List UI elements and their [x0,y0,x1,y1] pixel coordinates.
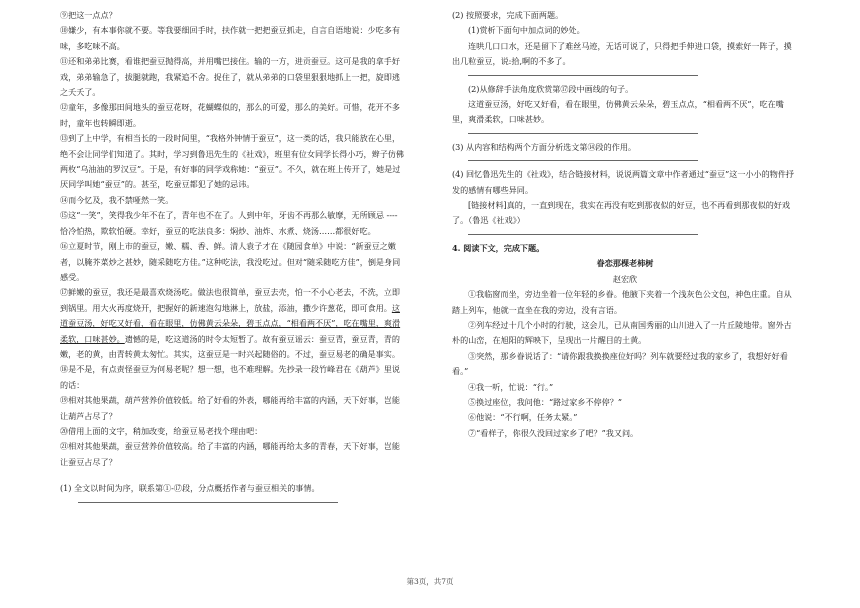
article-title: 眷恋那棵老柿树 [596,258,654,269]
page-footer: 第3页，共7页 [406,577,454,586]
article-paragraph-7: ⑦“看样子，你很久没回过家乡了吧？”我又问。 [468,427,639,438]
question-2-part-2-text: 这道蚕豆汤，好吃又好看，看在眼里，仿佛黄云朵朵，碧玉点点，“相看两不厌”，吃在嘴里，爽滑柔软，口味甚妙。 [452,99,784,125]
article-paragraph-1: ①我临窗而坐，旁边坐着一位年轻的乡眷。他腋下夹着一个浅灰色公文包，神色庄重。自从踏上列车，他就一直坐在我的旁边，没有言语。 [452,289,792,315]
paragraph-9: ⑨把这一点点？ [60,10,117,20]
article-paragraph-2: ②列车经过十几个小时的行驶，这会儿，已从南国秀丽的山川进入了一片丘陵地带。窗外古朴的山峦，在旭阳的辉映下，呈现出一片醒目的土黄。 [452,319,792,346]
question-2-part-1: (1)赏析下面句中加点词的妙处。 [468,25,585,36]
answer-line[interactable] [468,234,698,235]
answer-line[interactable] [468,75,698,76]
paragraph-17 [60,285,404,362]
article-paragraph-6: ⑥他说：“不行啊，任务太紧。” [468,412,578,423]
underlined-sentence: 这道蚕豆汤，好吃又好看，看在眼里，仿佛黄云朵朵，碧玉点点，“相看两不厌”，吃在嘴里，爽滑柔软，口味甚妙。 [60,302,401,344]
paragraph-10: ⑩嫌少，有本事你就不要。等我要细回手时，扶作就一把把蚕豆抓走，自言自语地说：少吃多有味，多吃味不高。 [60,25,400,51]
question-4: (4) 回忆鲁迅先生的《社戏》，结合链接材料，说说两篇文章中作者通过“蚕豆”这一小小的物件抒发的感情有哪些异同。 [452,169,795,195]
question-2: (2) 按照要求，完成下面两题。 [452,10,564,20]
paragraph-15: ⑮这“一笑”，笑得我少年不在了，青年也不在了。人到中年，牙齿不再那么敏摩，无所顾忌 ----恰冷怕热，欺软怕硬。幸好，蚕豆的吃法良多：焖炒、油炸、水煮、烧汤……都很好吃。 [60,210,398,236]
question-2-part-1-text: 连哄几口口水，还是留下了难丝马迹，无话可说了，只得把手伸进口袋，摸索好一阵子，摸出几粒蚕豆，说:拾,啊的不多了。 [452,40,792,67]
answer-line[interactable] [78,502,338,503]
article-paragraph-3: ③突然，那乡眷说话了：“请你跟我换换座位好吗？列车就要经过我的家乡了，我想好好看看。” [452,350,788,377]
paragraph-14: ⑭而今忆及，我不禁哑然一笑。 [60,194,174,205]
paragraph-13: ⑬到了上中学，有相当长的一段时间里，“我格外钟情于蚕豆”，这一类的话，我只能放在心里，绝不会让同学们知道了。其时，学习到鲁迅先生的《社戏》，班里有位女同学长得小巧，辫子仿佛两枚“乌油油的罗汉豆”。于是，有好事的同学戏称她：“蚕豆”。不久，就在班上传开了，她是过厌同学叫她“蚕豆”的。甚至，吃蚕豆都犯了她的忌讳。 [60,133,404,190]
link-material: [链接材料]真的，一直到现在，我实在再没有吃到那夜似的好豆，也不再看到那夜似的好戏了。（鲁迅《社戏》） [452,200,790,226]
paragraph-17-start: ⑰鲜嫩的蚕豆，我还是最喜欢烧汤吃。做法也很简单，蚕豆去壳，怕一不小心老去，不洗，立即到锅里。用大火再度烧开，把握好的新速泡勾地淋上，放盐，添油，撒少许葱花，即可食用。 [60,287,400,313]
paragraph-11: ⑪还和弟弟比赛，看谁把蚕豆抛得高，并用嘴巴接住。输的一方，进贡蚕豆。这可是我的拿手好戏，弟弟输急了，拔腿就跑，我紧追不舍。捉住了，就从弟弟的口袋里狠狠地抓上一把，旋即逃之夭夭了。 [60,56,400,98]
right-column [452,8,798,441]
paragraph-16: ⑯立夏时节，刚上市的蚕豆，嫩、糯、香、鲜。清人袁子才在《随园食单》中说：“新蚕豆之嫩者，以腌芥菜炒之甚妙，随采随吃方佳。”这种吃法，我没吃过。但对“随采随吃方佳”，倒是身同感受。 [60,241,401,282]
left-column [60,8,404,509]
paragraph-21: ㉑相对其他果蔬，蚕豆营养价值较高。给了丰富的内涵，哪能再给太多的青春，天下好事，岂能让蚕豆占尽了？ [60,441,400,467]
question-1: (1) 全文以时间为序，联系第①-⑰段，分点概括作者与蚕豆相关的事情。 [60,483,320,494]
question-3: (3) 从内容和结构两个方面分析选文第⑭段的作用。 [452,141,637,152]
article-author: 赵宏欣 [612,273,638,284]
section-4-heading: 4. 阅读下文，完成下题。 [452,242,545,253]
paragraph-20: ⑳借用上面的文字，稍加改变，给蚕豆易老找个理由吧： [60,425,263,436]
question-2-part-2: (2)从修辞手法角度欣赏第⑰段中画线的句子。 [468,83,634,94]
answer-line[interactable] [468,133,698,134]
paragraph-19: ⑲相对其他果蔬，葫芦营养价值较低。给了好看的外表，哪能再给丰富的内涵，天下好事，岂能让葫芦占尽了？ [60,395,400,421]
paragraph-12: ⑫童年，多像那田间地头的蚕豆花呀，花蝴蝶似的，那么的可爱，那么的美好。可惜，花开不多时，童年也转瞬即逝。 [60,102,400,128]
paragraph-17-end: 遗憾的是，吃这道汤的时令太短暂了。故有蚕豆谣云：蚕豆青，蚕豆青，青的嫩，老的黄，由青转黄太匆忙。其实，这蚕豆是一时兴起随俗的。不过，蚕豆易老的确是事实。 [60,333,400,359]
answer-line[interactable] [468,160,698,161]
paragraph-18: ⑱是不是，有点责怪蚕豆为何易老呢？想一想，也不难理解。先抄录一段竹峰君在《葫芦》里说的话： [60,364,400,390]
article-paragraph-5: ⑤换过座位，我问他：“路过家乡不停停？” [468,396,622,407]
article-paragraph-4: ④我一听，忙说：“行。” [468,381,554,392]
